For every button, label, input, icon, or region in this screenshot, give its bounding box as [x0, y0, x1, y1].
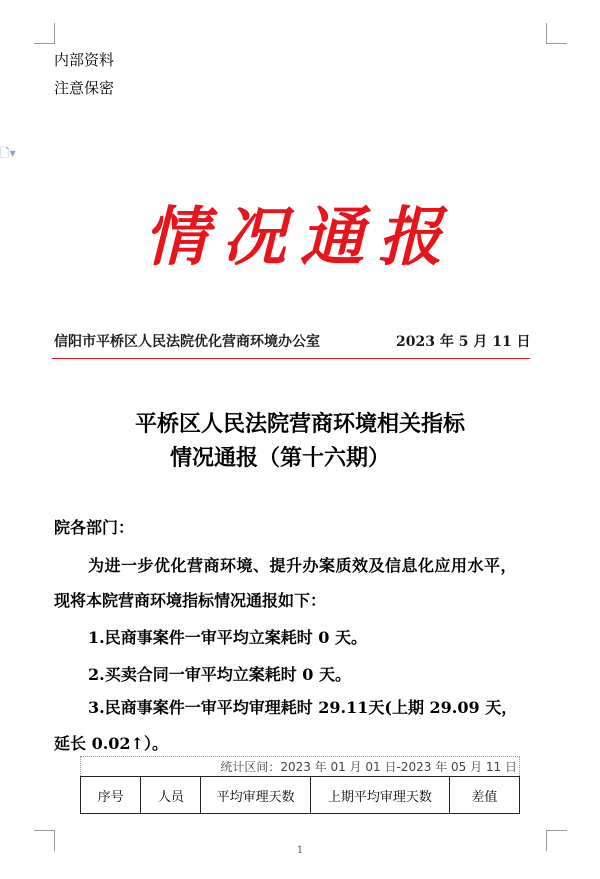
table-header-index: 序号 — [81, 777, 141, 814]
red-divider — [52, 358, 530, 359]
masthead-title: 情况通报 — [144, 200, 456, 275]
document-title-line2: 情况通报（第十六期） — [169, 445, 390, 471]
table-header-difference: 差值 — [449, 777, 519, 814]
document-icon[interactable]: 🗋▾ — [0, 146, 16, 160]
statistics-range-label: 统计区间：2023 年 01 月 01 日-2023 年 05 月 11 日 — [80, 756, 520, 776]
issue-date: 2023 年 5 月 11 日 — [396, 334, 531, 350]
issuer-name: 信阳市平桥区人民法院优化营商环境办公室 — [54, 334, 320, 350]
table-header-avg-days: 平均审理天数 — [201, 777, 310, 814]
salutation: 院各部门： — [54, 518, 135, 537]
confidential-label-line2: 注意保密 — [54, 79, 115, 97]
intro-line1: 为进一步优化营商环境、提升办案质效及信息化应用水平， — [88, 556, 518, 575]
indicator-item-1: 1.民商事案件一审平均立案耗时 0 天。 — [88, 628, 367, 647]
confidential-label-line1: 内部资料 — [54, 51, 115, 69]
crop-mark-top-right — [546, 23, 567, 44]
statistics-table — [80, 776, 520, 814]
page-number: 1 — [296, 845, 304, 856]
crop-mark-top-left — [34, 23, 55, 44]
table-header-row — [81, 777, 520, 814]
table-header-prev-avg-days: 上期平均审理天数 — [310, 777, 449, 814]
indicator-item-2: 2.买卖合同一审平均立案耗时 0 天。 — [88, 665, 351, 684]
indicator-item-3-line1: 3.民商事案件一审平均审理耗时 29.11天(上期 29.09 天， — [88, 698, 518, 717]
table-header-person: 人员 — [141, 777, 201, 814]
intro-line2: 现将本院营商环境指标情况通报如下： — [54, 591, 327, 610]
document-title-line1: 平桥区人民法院营商环境相关指标 — [134, 411, 465, 437]
indicator-item-3-line2: 延长 0.02↑）。 — [54, 734, 168, 753]
